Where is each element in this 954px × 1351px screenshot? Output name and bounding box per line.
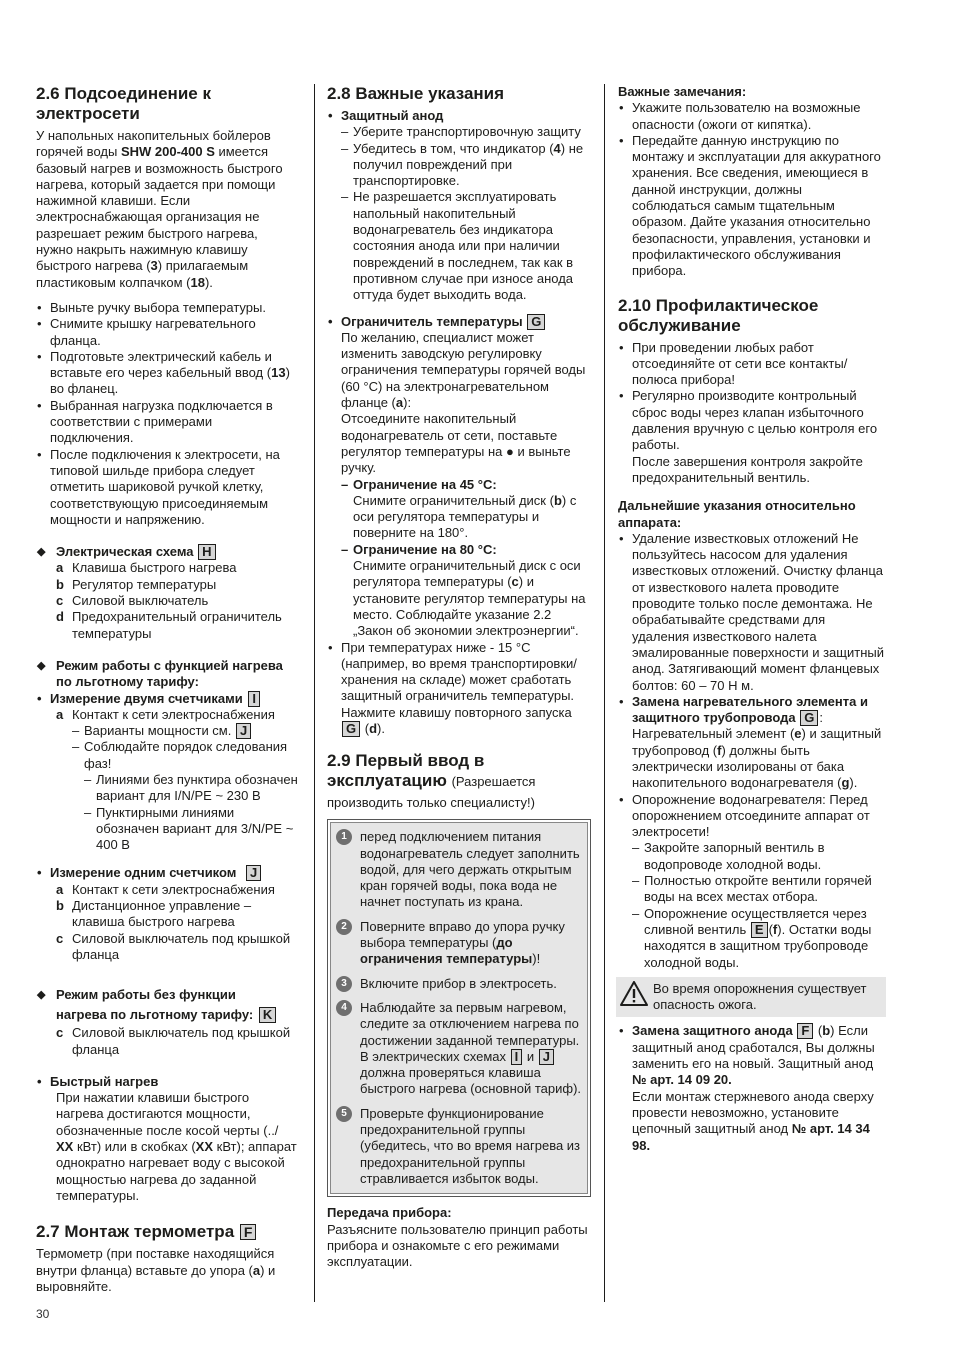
ref-box-i-2: I: [511, 1049, 523, 1065]
list-item: • Подготовьте электрический кабель и вставьте его через кабельный ввод (13) во фланец.: [36, 349, 298, 398]
section-2-6-intro: У напольных накопительных бойлеров горячей воды SHW 200-400 S имеется базовый нагрев и возможность быстрого нагрева, который задается при помощи нажимной клавиши. Если электроснабжающая организация не разрешает режим быстрого нагрева, нужно накрыть нажимную клавишу быстрого нагрева (3) прилагаемым пластиковым колпачком (18).: [36, 128, 283, 290]
two-meter-heading: • Измерение двумя счетчиками I: [36, 691, 298, 707]
frost-note: • При температурах ниже - 15 °C (например, во время транспортировки/хранения на складе) может сработать защитный ограничитель температуры. Нажмите клавишу повторного запуска G (d).: [327, 640, 591, 738]
list-item: • Регулярно производите контрольный сброс воды через клапан избыточного давления вручную с целью контроля его работы.: [618, 388, 884, 453]
ref-box-g-3: G: [800, 710, 818, 726]
ref-box-k: K: [259, 1007, 276, 1023]
list-item: • Выбранная нагрузка подключается в соответствии с примерами подключения.: [36, 398, 298, 447]
solid-lines-note: – Линиями без пунктира обозначен вариант для I/N/PE ~ 230 В: [84, 772, 298, 805]
article-2: № арт. 14 34 98.: [632, 1121, 870, 1153]
fast-heating-heading: • Быстрый нагрев: [36, 1074, 298, 1090]
dotted-lines-note: – Пунктирными линиями обозначен вариант для 3/N/PE ~ 400 В: [84, 805, 298, 854]
phase-order-line: – Соблюдайте порядок следования фаз!: [72, 739, 298, 772]
step-number-icon: 2: [336, 919, 352, 935]
list-item: – Не разрешается эксплуатировать напольный накопительный водонагреватель без индикатора состояния анода или при наличии повреждений в последнем, так как в противном случае при износе анода оттуда будет выходить вода.: [341, 189, 591, 303]
ref-box-i: I: [248, 691, 260, 707]
notes-list: [618, 100, 884, 279]
step-item: 2 Поверните вправо до упора ручку выбора температуры (до ограничения температуры)!: [335, 919, 583, 968]
step-item: 5 Проверьте функционирование предохранительной группы (убедитесь, что во время нагрева из предохранительной группы стравливается избыток воды.: [335, 1106, 583, 1187]
handover-heading: Передача прибора:: [327, 1205, 452, 1221]
empty-item: • Опорожнение водонагревателя: Перед опорожнением отсоедините аппарат от электросети! – Закройте запорный вентиль в водопроводе холодной воды. – Полностью откройте вентили горячей воды на всех местах отбора. – Опорожнение осуществляется через сливной вентиль E (f). Остатки воды находятся в защитном трубопроводе холодной воды.: [618, 792, 884, 971]
legend-item: a Клавиша быстрого нагрева: [56, 560, 237, 576]
empty-step-1: – Закройте запорный вентиль в водопроводе холодной воды.: [632, 840, 884, 873]
section-2-7-title: 2.7 Монтаж термометра F: [36, 1222, 298, 1242]
power-variants-line: – Варианты мощности см. J: [72, 723, 298, 739]
anode-replace-item: • Замена защитного анода F (b) Если защитный анод сработался, Вы должны заменить его на новый. Защитный анод № арт. 14 09 20. Если монтаж стержневого анода сверху провести невозможно, установите цепочный защитный анод № арт. 14 34 98.: [618, 1023, 884, 1153]
handover-text: Разъясните пользователю принцип работы прибора и ознакомьте с его режимами эксплуатации.: [327, 1221, 588, 1270]
notes-heading: Важные замечания:: [618, 84, 747, 99]
burn-warning: Во время опорожнения существует опасность ожога.: [616, 977, 886, 1018]
electrical-scheme-items: [36, 560, 298, 641]
legend-item: d Предохранительный ограничитель температуры: [56, 609, 282, 641]
ref-box-g-2: G: [342, 721, 360, 737]
further-heading: Дальнейшие указания относительно аппарата:: [618, 498, 856, 530]
mode-no-offpeak-item-c: c Силовой выключатель под крышкой фланца: [56, 1025, 291, 1057]
limiter-text-2: Отсоедините накопительный водонагреватель от сети, поставьте регулятор температуры на ● и выньте ручку.: [341, 411, 571, 476]
list-item: • Укажите пользователю на возможные опасности (ожоги от кипятка).: [618, 100, 884, 133]
ref-box-j-2: J: [246, 865, 261, 881]
section-2-6-title: 2.6 Подсоединение к электросети: [36, 84, 211, 123]
legend-item: b Дистанционное управление – клавиша быстрого нагрева: [56, 898, 252, 930]
ref-box-e: E: [751, 922, 768, 938]
column-2: [327, 84, 591, 1270]
limiter-text: По желанию, специалист может изменить заводскую регулировку ограничения температуры горячей воды (60 °C) на электронагревательном фланце (a):: [341, 329, 586, 411]
ref-box-j-3: J: [539, 1049, 554, 1065]
column-divider-2: [604, 84, 605, 1302]
list-item: • Выньте ручку выбора температуры.: [36, 300, 298, 316]
list-item: • Передайте данную инструкцию по монтажу и эксплуатации для аккуратного хранения. Все сведения, имеющиеся в данной инструкции, должны соблюдаться самым тщательным образом. Дайте указания относительно безопасности, управления, установки и профилактического обслуживания прибора.: [618, 133, 884, 280]
limiter-heading: • Ограничитель температуры G: [327, 314, 591, 330]
legend-item: c Силовой выключатель: [56, 593, 209, 609]
section-2-9-title: 2.9 Первый ввод в эксплуатацию (Разрешается производить только специалисту!): [327, 751, 536, 811]
list-item: – Уберите транспортировочную защиту: [341, 124, 591, 140]
mode-offpeak-heading: ◆ Режим работы с функцией нагрева по льготному тарифу:: [36, 658, 298, 691]
section-2-10-title: 2.10 Профилактическое обслуживание: [618, 295, 819, 335]
one-meter-items: [36, 882, 298, 963]
ref-box-j: J: [236, 723, 251, 739]
list-item: • После подключения к электросети, на типовой шильде прибора следует отметить шариковой ручкой клетку, соответствующую присоединяемым мощности и напряжению.: [36, 447, 298, 528]
replace-element-item: • Замена нагревательного элемента и защитного трубопровода G : Нагревательный элемент (e) и защитный трубопровод (f) должны быть электрически изолированы от бака накопительного водонагревателя (g).: [618, 694, 884, 792]
section-2-8-title: 2.8 Важные указания: [327, 84, 505, 103]
warning-icon: [620, 981, 648, 1006]
limit-80-text: Снимите ограничительный диск с оси регулятора температуры (c) и установите регулятор температуры на место. Соблюдайте указание 2.2 „Закон об экономии электроэнергии“.: [353, 558, 586, 639]
ref-box-g: G: [527, 314, 545, 330]
section-2-7-text: Термометр (при поставке находящийся внутри фланца) вставьте до упора (a) и выровняйте.: [36, 1246, 276, 1294]
step-number-icon: 3: [336, 976, 352, 992]
ref-box-f: F: [240, 1224, 257, 1240]
column-divider-1: [314, 84, 315, 1302]
ref-box-h: H: [198, 544, 215, 560]
maintenance-list: [618, 340, 884, 454]
empty-step-3: – Опорожнение осуществляется через сливной вентиль E (f). Остатки воды находятся в защитном трубопроводе холодной воды.: [632, 906, 884, 971]
section-2-6-bullets: [36, 300, 298, 528]
legend-item: a Контакт к сети электроснабжения: [56, 881, 275, 897]
step-item: 4 Наблюдайте за первым нагревом, следите за отключением нагрева по достижении заданной температуры. В электрических схемах I и J должна проверяться клавиша быстрого нагрева (основной тариф).: [335, 1000, 583, 1098]
maintenance-after: После завершения контроля закройте предохранительный вентиль.: [632, 453, 863, 485]
list-item: • При проведении любых работ отсоединяйте от сети все контакты/ полюса прибора!: [618, 340, 884, 389]
column-3: [618, 84, 884, 1154]
anode-heading: • Защитный анод: [327, 108, 591, 124]
list-item: – Убедитесь в том, что индикатор (4) не получил повреждений при транспортировке.: [341, 141, 591, 190]
legend-item: b Регулятор температуры: [56, 576, 217, 592]
step-item: 3 Включите прибор в электросеть.: [335, 976, 583, 992]
limit-45-heading: – Ограничение на 45 °C:: [341, 477, 591, 493]
replace-element-text: Нагревательный элемент (e) и защитный трубопровод (f) должны быть электрически изолированы от бака накопительного водонагревателя (g).: [632, 726, 882, 791]
two-meter-item-a: a Контакт к сети электроснабжения: [56, 706, 275, 722]
list-item: • Снимите крышку нагревательного фланца.: [36, 316, 298, 349]
electrical-scheme-heading: ◆ Электрическая схема H: [36, 544, 298, 560]
anode-items: [327, 124, 591, 303]
fast-heating-text: При нажатии клавиши быстрого нагрева достигаются мощности, обозначенные после косой черты (../ XX кВт) или в скобках (XX кВт); аппарат однократно нагревает воду с высокой мощностью нагрева до заданной температуры.: [56, 1090, 297, 1203]
mode-no-offpeak-heading: ◆ Режим работы без функции нагрева по льготному тарифу: K: [36, 985, 298, 1025]
one-meter-heading: • Измерение одним счетчиком J: [36, 865, 298, 881]
step-item: 1 перед подключением питания водонагреватель следует заполнить водой, для чего держать открытым кран горячей воды, пока вода не начнет поступать из крана.: [335, 829, 583, 910]
empty-step-2: – Полностью откройте вентили горячей воды на всех местах отбора.: [632, 873, 884, 906]
limit-45-text: Снимите ограничительный диск (b) с оси регулятора температуры и поверните на 180°.: [353, 492, 577, 541]
column-1: [36, 84, 298, 1295]
page-number: 30: [36, 1307, 50, 1321]
step-number-icon: 4: [336, 1000, 352, 1016]
decalcification-item: • Удаление известковых отложений Не пользуйтесь насосом для удаления известковых отложений. Очистку фланца от известкового налета проводите проводите только после демонтажа. Не обрабатывайте средствами для удаления известкового налета эмалированные поверхности и защитный анод. Затягивающий момент фланцевых болтов: 60 – 70 Н м.: [618, 531, 884, 694]
article-1: № арт. 14 09 20.: [632, 1072, 732, 1088]
ref-box-f-2: F: [797, 1023, 813, 1039]
first-start-steps: [327, 819, 591, 1197]
step-number-icon: 5: [336, 1106, 352, 1122]
step-number-icon: 1: [336, 829, 352, 845]
legend-item: c Силовой выключатель под крышкой фланца: [56, 930, 291, 962]
limit-80-heading: – Ограничение на 80 °C:: [341, 542, 591, 558]
